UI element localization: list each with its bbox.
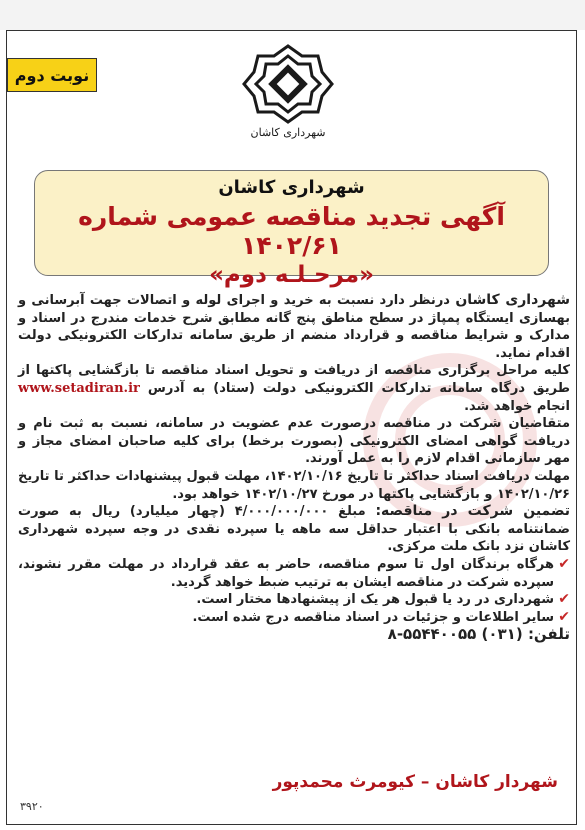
check-icon: ✔ [558,555,570,572]
round-badge-label: نوبت دوم [14,65,90,85]
kashan-municipality-logo-icon [236,42,340,140]
bullet-text: هرگاه برندگان اول تا سوم مناقصه، حاضر به عقد قرارداد در مهلت مقرر نشوند، سپرده شرکت در مناقصه ایشان به ترتیب ضبط خواهد گردید. [18,556,554,590]
phone-line [18,626,570,644]
notice-body [18,292,570,644]
check-icon: ✔ [558,591,570,608]
notice-title: آگهی تجدید مناقصه عمومی شماره ۱۴۰۲/۶۱ [78,202,505,260]
bullet-text: سایر اطلاعات و جزئیات در اسناد مناقصه درج شده است. [192,609,554,625]
intro-text: درنظر دارد نسبت به خرید و اجرای لوله و اتصالات جهت آبرسانی و بهسازی ایستگاه پمپاژ در سطح مناطق پنج گانه مطابق شرح خدمات مندرج در اسناد و مدارک و شرایط مناقصه و قرارداد منضم از طریق سامانه تدارکات الکترونیکی دولت اقدام نماید. [18,293,570,361]
bullet-item [18,556,570,591]
paragraph-intro [18,292,570,362]
ad-code: ۳۹۲۰ [20,800,44,813]
paragraph-deadlines: مهلت دریافت اسناد حداکثر تا تاریخ ۱۴۰۲/۱۰/۱۶، مهلت قبول پیشنهادات حداکثر تا تاریخ ۱۴۰۲/۱۰/۲۶ و بازگشایی پاکتها در مورخ ۱۴۰۲/۱۰/۲۷ خواهد بود. [18,468,570,502]
guarantee-lead: تضمین شرکت در مناقصه: [375,503,570,520]
paragraph-registration: متقاضیان شرکت در مناقصه درصورت عدم عضویت در سامانه، نسبت به ثبت نام و دریافت گواهی امضای الکترونیکی (بصورت برخط) برای کلیه صاحبان امضای مجاز و مهر سازمانی اقدام لازم را به عمل آورند. [18,416,570,467]
procedure-text: کلیه مراحل برگزاری مناقصه از دریافت و تحویل اسناد مناقصه تا بازگشایی پاکتها از طریق درگاه سامانه تدارکات الکترونیکی دولت (ستاد) به آدرس [18,363,570,396]
guarantee-text: مبلغ ۴/۰۰۰/۰۰۰/۰۰۰ (چهار میلیارد) ریال به صورت ضمانتنامه بانکی با اعتبار حداقل سه ماهه یا سپرده نقدی در وجه سپرده شهرداری کاشان نزد بانک ملت مرکزی. [18,504,570,555]
bullet-text: شهرداری در رد یا قبول هر یک از پیشنهادها مختار است. [196,592,554,608]
phone-number: ۸-۵۵۴۴۰۰۵۵ (۰۳۱) [387,625,523,644]
bullet-item [18,591,570,609]
phone-label: تلفن: [527,625,570,644]
check-icon: ✔ [558,608,570,625]
notice-stage: «مرحـلـه دوم» [209,262,374,288]
notice-header [34,170,549,288]
paragraph-procedure [18,362,570,415]
round-badge [7,58,97,92]
bullet-item [18,609,570,627]
procedure-end: انجام خواهد شد. [464,398,570,414]
mayor-signature: شهردار کاشان – کیومرث محمدپور [272,772,558,792]
setad-link[interactable]: www.setadiran.ir [18,380,140,396]
top-strip [0,0,585,30]
organization-name: شهرداری کاشان [218,177,365,198]
intro-lead: شهرداری کاشان [455,292,570,308]
logo-caption: شهرداری کاشان [250,126,326,139]
paragraph-guarantee [18,503,570,556]
